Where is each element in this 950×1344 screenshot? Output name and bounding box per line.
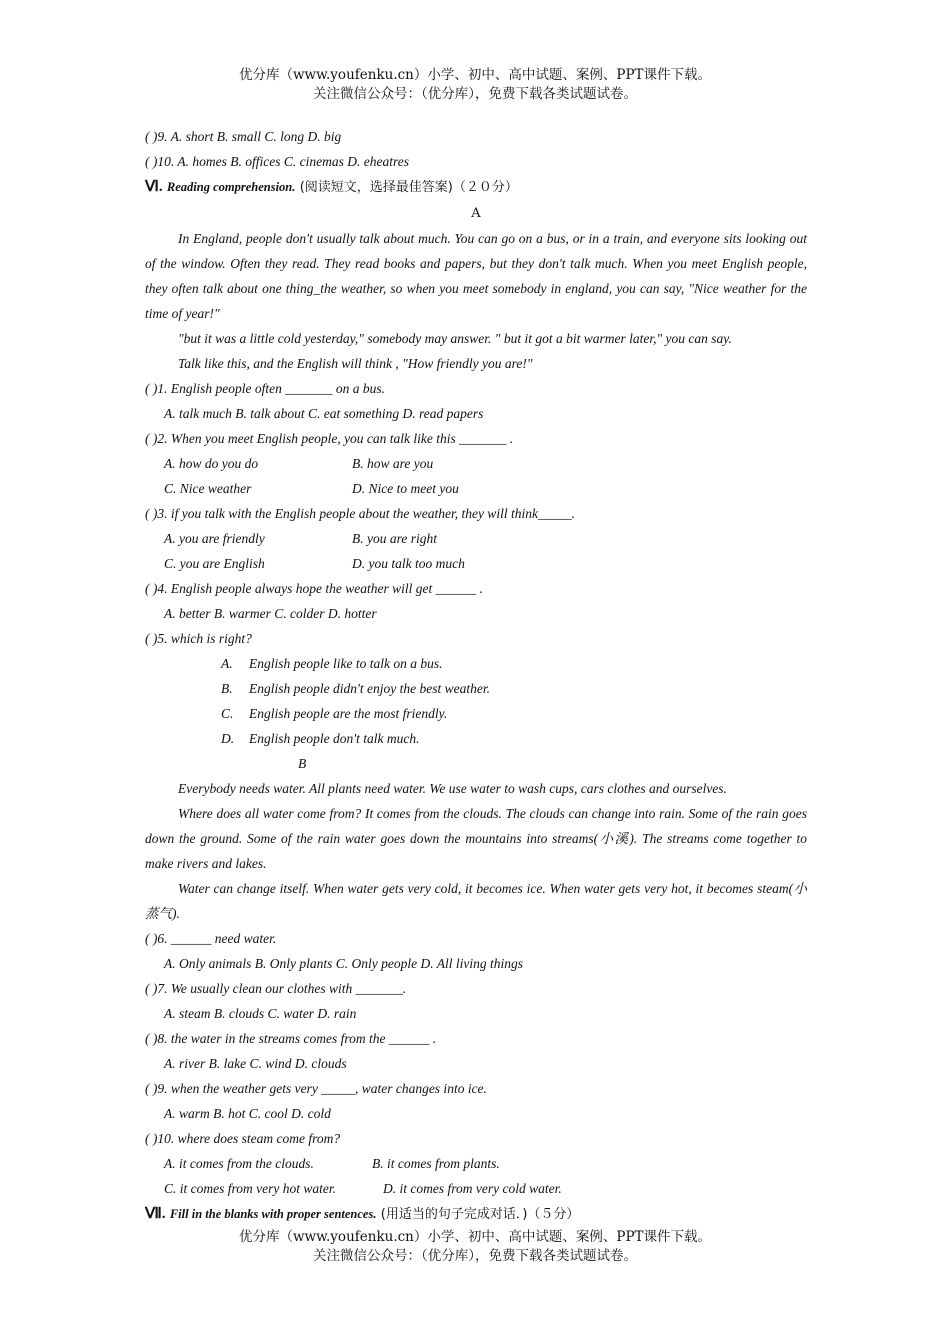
question-7-options: A. steam B. clouds C. water D. rain	[164, 1006, 357, 1021]
page-header	[0, 66, 950, 104]
section-6-heading	[145, 174, 807, 201]
option-d: D. you talk too much	[352, 556, 465, 571]
question-1-options: A. talk much B. talk about C. eat something D. read papers	[164, 406, 484, 421]
question-9: ( )9. when the weather gets very _____, water changes into ice.	[145, 1081, 487, 1096]
question-6-options: A. Only animals B. Only plants C. Only people D. All living things	[164, 956, 523, 971]
option-c: C. Nice weather	[164, 481, 252, 496]
option-letter: B.	[221, 681, 233, 696]
section-number: Ⅶ.	[145, 1206, 166, 1222]
passage-b-label: B	[298, 756, 307, 771]
prev-question-10: ( )10. A. homes B. offices C. cinemas D. eheatres	[145, 154, 409, 169]
question-4: ( )4. English people always hope the weather will get ______ .	[145, 581, 483, 596]
exam-content	[145, 124, 807, 1228]
question-7: ( )7. We usually clean our clothes with _______.	[145, 981, 407, 996]
question-3-options-ab	[145, 526, 807, 551]
option-letter: C.	[221, 706, 234, 721]
question-2-options-ab	[145, 451, 807, 476]
question-5-option-c	[145, 701, 807, 726]
footer-line-1: 优分库（www.youfenku.cn）小学、初中、高中试题、案例、PPT课件下载。	[238, 1229, 712, 1245]
option-text: English people don't talk much.	[249, 731, 420, 746]
question-2: ( )2. When you meet English people, you can talk like this _______ .	[145, 431, 514, 446]
question-6: ( )6. ______ need water.	[145, 931, 277, 946]
option-a: A. it comes from the clouds.	[164, 1156, 314, 1171]
question-10-options-cd	[145, 1176, 807, 1201]
question-5: ( )5. which is right?	[145, 631, 252, 646]
option-letter: A.	[221, 656, 233, 671]
option-text: English people didn't enjoy the best weather.	[249, 681, 490, 696]
question-8-options: A. river B. lake C. wind D. clouds	[164, 1056, 347, 1071]
option-b: B. it comes from plants.	[372, 1156, 500, 1171]
question-1: ( )1. English people often _______ on a bus.	[145, 381, 385, 396]
option-a: A. how do you do	[164, 456, 259, 471]
passage-b-paragraph-1: Everybody needs water. All plants need water. We use water to wash cups, cars clothes and ourselves.	[178, 781, 727, 796]
option-text: English people are the most friendly.	[249, 706, 448, 721]
question-2-options-cd	[145, 476, 807, 501]
passage-b-paragraph-3: Water can change itself. When water gets very cold, it becomes ice. When water gets very hot, it becomes steam(小蒸气).	[145, 881, 807, 921]
option-d: D. it comes from very cold water.	[383, 1181, 562, 1196]
page-footer	[0, 1228, 950, 1266]
question-3-options-cd	[145, 551, 807, 576]
footer-line-2: 关注微信公众号：（优分库），免费下载各类试题试卷。	[313, 1248, 637, 1264]
passage-a-paragraph-1: In England, people don't usually talk about much. You can go on a bus, or in a train, and everyone sits looking out of the window. Often they read. They read books and papers, but they don't talk much. When you meet English people, they often talk about one thing_the weather, so when you meet somebody in england, you can say, "Nice weather for the time of year!"	[145, 231, 807, 321]
header-line-2: 关注微信公众号：（优分库），免费下载各类试题试卷。	[313, 86, 637, 102]
option-b: B. you are right	[352, 531, 437, 546]
option-text: English people like to talk on a bus.	[249, 656, 443, 671]
option-c: C. you are English	[164, 556, 265, 571]
header-line-1: 优分库（www.youfenku.cn）小学、初中、高中试题、案例、PPT课件下载。	[238, 67, 712, 83]
passage-a-paragraph-2: "but it was a little cold yesterday," somebody may answer. " but it got a bit warmer later," you can say.	[178, 331, 732, 346]
section-title-en: Reading comprehension.	[166, 180, 296, 194]
section-7-heading	[145, 1201, 807, 1228]
question-10: ( )10. where does steam come from?	[145, 1131, 341, 1146]
question-5-option-d	[145, 726, 807, 751]
question-4-options: A. better B. warmer C. colder D. hotter	[164, 606, 377, 621]
question-5-option-b	[145, 676, 807, 701]
question-10-options-ab	[145, 1151, 807, 1176]
section-title-en: Fill in the blanks with proper sentences.	[169, 1207, 377, 1221]
option-d: D. Nice to meet you	[352, 481, 459, 496]
passage-a-paragraph-3: Talk like this, and the English will think , "How friendly you are!"	[178, 356, 533, 371]
section-title-zh: (用适当的句子完成对话．)（５分）	[380, 1207, 580, 1222]
prev-question-9: ( )9. A. short B. small C. long D. big	[145, 129, 342, 144]
option-letter: D.	[221, 731, 235, 746]
question-9-options: A. warm B. hot C. cool D. cold	[164, 1106, 331, 1121]
option-a: A. you are friendly	[164, 531, 265, 546]
question-8: ( )8. the water in the streams comes from the ______ .	[145, 1031, 437, 1046]
option-c: C. it comes from very hot water.	[164, 1181, 336, 1196]
passage-b-paragraph-2: Where does all water come from? It comes from the clouds. The clouds can change into rain. Some of the rain goes down the ground. Some of the rain water goes down the mountains into streams(小溪). The streams come together to make rivers and lakes.	[145, 806, 807, 871]
question-5-option-a	[145, 651, 807, 676]
section-title-zh: (阅读短文，选择最佳答案)（２０分）	[299, 180, 518, 195]
section-number: Ⅵ.	[145, 179, 163, 195]
question-3: ( )3. if you talk with the English people about the weather, they will think_____.	[145, 506, 576, 521]
passage-a-label: A	[471, 206, 481, 221]
option-b: B. how are you	[352, 456, 434, 471]
